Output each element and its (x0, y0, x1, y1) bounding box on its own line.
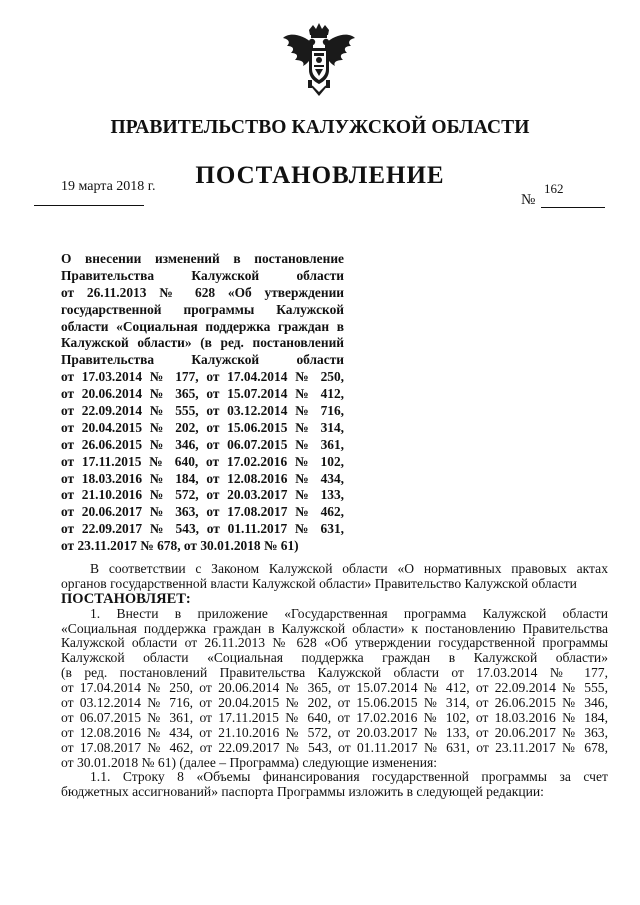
subject-line: от 22.09.2014 № 555, от 03.12.2014 № 716, (61, 403, 344, 419)
item1-line: Калужской области от 26.11.2013 № 628 «Об утверждении государственной программы (61, 635, 608, 651)
item11-line: бюджетных ассигнований» паспорта Программы изложить в следующей редакции: (61, 784, 544, 800)
item1-line: от 12.08.2016 № 434, от 21.10.2016 № 572, от 20.03.2017 № 133, от 20.06.2017 № 363, (61, 724, 608, 740)
subject-line: Калужской области» (в ред. постановлений (61, 335, 344, 351)
date-underline (34, 205, 144, 206)
item11-line: 1.1. Строку 8 «Объемы финансирования государственной программы за счет (90, 769, 608, 785)
number-sign: № (521, 192, 536, 208)
subject-line: от 17.11.2015 № 640, от 17.02.2016 № 102, (61, 453, 344, 469)
subject-line: от 23.11.2017 № 678, от 30.01.2018 № 61) (61, 538, 299, 554)
subject-line: от 20.06.2017 № 363, от 17.08.2017 № 462, (61, 504, 344, 520)
subject-line: от 26.11.2013 № 628 «Об утверждении (61, 284, 344, 300)
subject-line: Правительства Калужской области (61, 267, 344, 283)
subject-line: от 17.03.2014 № 177, от 17.04.2014 № 250, (61, 369, 344, 385)
subject-line: области «Социальная поддержка граждан в (61, 318, 344, 334)
preamble-line: органов государственной власти Калужской области» Правительство Калужской области (61, 575, 577, 591)
organization-title: ПРАВИТЕЛЬСТВО КАЛУЖСКОЙ ОБЛАСТИ (110, 117, 530, 138)
item1-line: от 06.07.2015 № 361, от 17.11.2015 № 640, от 17.02.2016 № 102, от 18.03.2016 № 184, (61, 709, 608, 725)
subject-line: от 20.06.2014 № 365, от 15.07.2014 № 412, (61, 386, 344, 402)
number-underline (541, 207, 605, 208)
subject-line: от 20.04.2015 № 202, от 15.06.2015 № 314, (61, 419, 344, 435)
subject-line: Правительства Калужской области (61, 352, 344, 368)
document-date: 19 марта 2018 г. (61, 179, 156, 194)
subject-heading (61, 251, 344, 555)
item1-line: от 17.08.2017 № 462, от 22.09.2017 № 543, от 01.11.2017 № 631, от 23.11.2017 № 678, (61, 739, 608, 755)
document-number: 162 (544, 181, 564, 196)
item1-line: Калужской области «Социальная поддержка граждан в Калужской области» (61, 650, 608, 666)
item1-line: (в ред. постановлений Правительства Калужской области от 17.03.2014 № 177, (61, 665, 608, 681)
subject-line: О внесении изменений в постановление (61, 251, 344, 266)
item1-line: 1. Внести в приложение «Государственная программа Калужской области (90, 605, 608, 621)
decree-word: ПОСТАНОВЛЯЕТ: (61, 590, 191, 607)
preamble-line: В соответствии с Законом Калужской области «О нормативных правовых актах (90, 561, 608, 576)
item1-line: «Социальная поддержка граждан в Калужской области» к постановлению Правительства (61, 620, 608, 636)
item1-line: от 17.04.2014 № 250, от 20.06.2014 № 365, от 15.07.2014 № 412, от 22.09.2014 № 555, (61, 680, 608, 696)
subject-line: от 18.03.2016 № 184, от 12.08.2016 № 434, (61, 470, 344, 486)
coat-of-arms-emblem (279, 22, 359, 106)
subject-line: государственной программы Калужской (61, 301, 344, 317)
document-type-title: ПОСТАНОВЛЕНИЕ (195, 162, 445, 189)
item1-line: от 30.01.2018 № 61) (далее – Программа) следующие изменения: (61, 754, 438, 770)
subject-line: от 22.09.2017 № 543, от 01.11.2017 № 631, (61, 521, 344, 537)
item1-line: от 03.12.2014 № 716, от 20.04.2015 № 202, от 15.06.2015 № 314, от 26.06.2015 № 346, (61, 695, 608, 711)
subject-line: от 26.06.2015 № 346, от 06.07.2015 № 361, (61, 436, 344, 452)
subject-line: от 21.10.2016 № 572, от 20.03.2017 № 133, (61, 487, 344, 503)
document-body (61, 562, 608, 800)
